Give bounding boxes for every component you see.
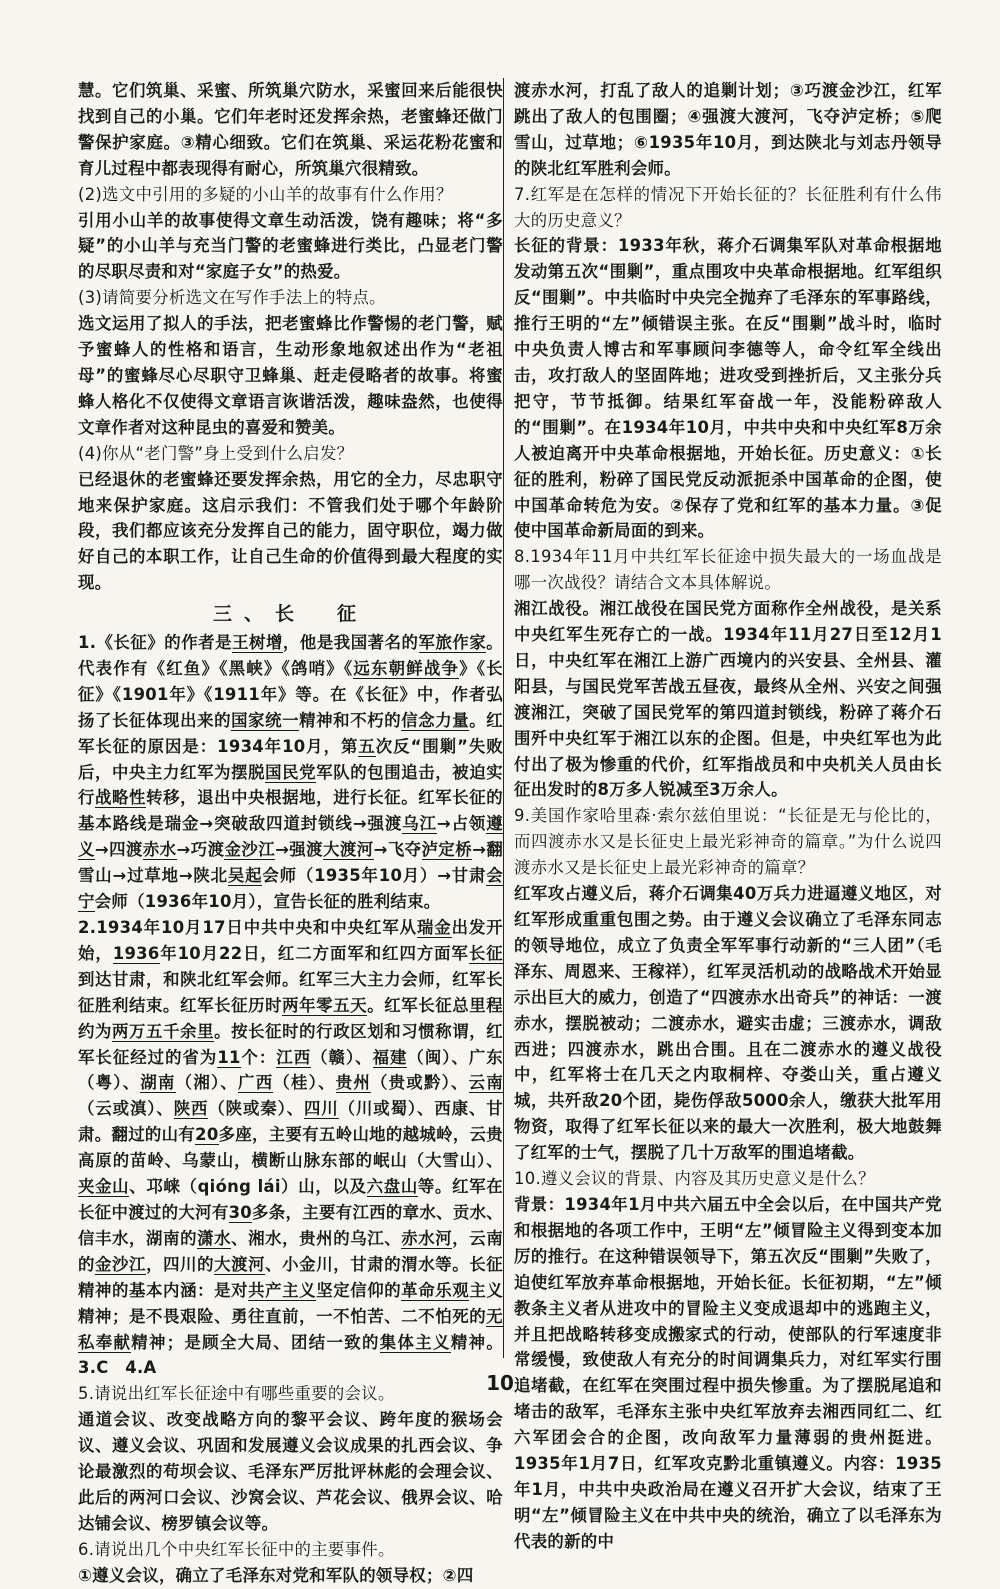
answer-9: 红军攻占遵义后，蒋介石调集40万兵力进逼遵义地区，对红军形成重重包围之势。由于遵义会议确立了毛泽东同志的领导地位，成立了负责全军军事行动新的“三人团”（毛泽东、周恩来、王稼祥），红军灵活机动的战略战术开始显示出巨大的威力，创造了“四渡赤水出奇兵”的神话：一渡赤水，摆脱被动；二渡赤水，避实击虚；三渡赤水，调敌西进；四渡赤水，跳出合围。且在二渡赤水的遵义战役中，红军将士在几天之内取桐梓、夺娄山关，重占遵义城，共歼敌20个团，毙伤俘敌5000余人，缴获大批军用物资，取得了红军长征以来的最大一次胜利，极大地鼓舞了红军的士气，摆脱了几十万敌军的围追堵截。	[514, 884, 942, 1163]
question-5: 5.请说出红军长征途中有哪些重要的会议。	[78, 1384, 395, 1404]
question-6: 6.请说出几个中央红军长征中的主要事件。	[78, 1539, 395, 1559]
question-8: 8.1934年11月中共红军长征途中损失最大的一场血战是哪一次战役？请结合文本具体解说。	[514, 547, 942, 593]
answer-6-continued: 渡赤水河，打乱了敌人的追剿计划；③巧渡金沙江，红军跳出了敌人的包围圈；④强渡大渡河，飞夺泸定桥；⑤爬雪山，过草地；⑥1935年10月，到达陕北与刘志丹领导的陕北红军胜利会师。	[514, 81, 942, 178]
answer-4: 已经退休的老蜜蜂还要发挥余热，用它的全力，尽忠职守地来保护家庭。这启示我们：不管我们处于哪个年龄阶段，我们都应该充分发挥自己的能力，固守职位，竭力做好自己的本职工作，让自己生命的价值得到最大程度的实现。	[78, 469, 503, 593]
answer-8: 湘江战役。湘江战役在国民党方面称作全州战役，是关系中央红军生死存亡的一战。1934年11月27日至12月1日，中央红军在湘江上游广西境内的兴安县、全州县、灌阳县，与国民党军苦战五昼夜，最终从全州、兴安之间强渡湘江，突破了国民党军的第四道封锁线，粉碎了蒋介石围歼中央红军于湘江以东的企图。但是，中央红军也为此付出了极为惨重的代价，红军指战员和中央机关人员由长征出发时的8万多人锐减至3万余人。	[514, 599, 942, 800]
question-7: 7.红军是在怎样的情况下开始长征的？长征胜利有什么伟大的历史意义？	[514, 184, 942, 230]
answer-5: 通道会议、改变战略方向的黎平会议、跨年度的猴场会议、遵义会议、巩固和发展遵义会议成果的扎西会议、争论最激烈的苟坝会议、毛泽东严厉批评林彪的会理会议、此后的两河口会议、沙窝会议、芦花会议、俄界会议、哈达铺会议、榜罗镇会议等。	[78, 1410, 503, 1533]
question-10: 10.遵义会议的背景、内容及其历史意义是什么？	[514, 1169, 875, 1189]
answer-10: 背景：1934年1月中共六届五中全会以后，在中国共产党和根据地的各项工作中，王明“左”倾冒险主义得到变本加厉的推行。在这种错误领导下，第五次反“围剿”失败了，迫使红军放弃革命根据地，开始长征。长征初期，“左”倾教条主义者从进攻中的冒险主义变成退却中的逃跑主义，并且把战略转移变成搬家式的行动，使部队的行军速度非常缓慢，致使敌人有充分的时间调集兵力，对红军实行围追堵截，在红军在突围过程中损失惨重。为了摆脱尾追和堵击的敌军，毛泽东主张中央红军放弃去湘西同红二、红六军团会合的企图，改向敌军力量薄弱的贵州挺进。1935年1月7日，红军攻克黔北重镇遵义。内容：1935年1月，中共中央政治局在遵义召开扩大会议，结束了王明“左”倾冒险主义在中共中央的统治，确立了以毛泽东为代表的新的中	[514, 1194, 942, 1551]
long-march-item-2: 2.1934年10月17日中共中央和中央红军从瑞金出发开始，1936年10月22日，红二方面军和红四方面军长征到达甘肃，和陕北红军会师。红军三大主力会师，红军长征胜利结束。红军长征历时两年零五天。红军长征总里程约为两万五千余里。按长征时的行政区划和习惯称谓，红军长征经过的省为11个：江西（赣）、福建（闽）、广东（粤）、湖南（湘）、广西（桂）、贵州（贵或黔）、云南（云或滇）、陕西（陕或秦）、四川（川或蜀）、西康、甘肃。翻过的山有20多座，主要有五岭山地的越城岭，云贵高原的苗岭、乌蒙山，横断山脉东部的岷山（大雪山）、夹金山、邛崃（qióng lái）山，以及六盘山等。红军在长征中渡过的大河有30多条，主要有江西的章水、贡水、信丰水，湖南的潇水、湘水，贵州的乌江、赤水河，云南的金沙江，四川的大渡河、小金川，甘肃的渭水等。长征精神的基本内涵：是对共产主义坚定信仰的革命乐观主义精神；是不畏艰险、勇往直前，一不怕苦、二不怕死的无私奉献精神；是顾全大局、团结一致的集体主义精神。3.C 4.A	[78, 918, 504, 1378]
right-column	[514, 78, 942, 1555]
question-9: 9.美国作家哈里森·索尔兹伯里说：“长征是无与伦比的，而四渡赤水又是长征史上最光彩神奇的篇章。”为什么说四渡赤水又是长征史上最光彩神奇的篇章？	[514, 806, 942, 878]
question-2: (2)选文中引用的多疑的小山羊的故事有什么作用？	[78, 184, 453, 204]
answer-2: 引用小山羊的故事使得文章生动活泼，饶有趣味；将“多疑”的小山羊与充当门警的老蜜蜂进行类比，凸显老门警的尽职尽责和对“家庭子女”的热爱。	[78, 210, 503, 282]
answer-7: 长征的背景：1933年秋，蒋介石调集军队对革命根据地发动第五次“围剿”，重点围攻中央革命根据地。红军组织反“围剿”。中共临时中央完全抛弃了毛泽东的军事路线，推行王明的“左”倾错误主张。在反“围剿”战斗时，临时中央负责人博古和军事顾问李德等人，命令红军全线出击，攻打敌人的坚固阵地；进攻受到挫折后，又主张分兵把守，节节抵御。结果红军奋战一年，没能粉碎敌人的“围剿”。在1934年10月，中共中央和中央红军8万余人被迫离开中央革命根据地，开始长征。历史意义：①长征的胜利，粉碎了国民党反动派扼杀中国革命的企图，使中国革命转危为安。②保存了党和红军的基本力量。③促使中国革命新局面的到来。	[514, 236, 942, 541]
question-4: (4)你从“老门警”身上受到什么启发？	[78, 443, 354, 463]
page-number: 10	[486, 1371, 514, 1395]
answer-3: 选文运用了拟人的手法，把老蜜蜂比作警惕的老门警，赋予蜜蜂人的性格和语言，生动形象地叙述出作为“老祖母”的蜜蜂尽心尽职守卫蜂巢、赶走侵略者的故事。将蜜蜂人格化不仅使得文章语言诙谐活泼，趣味盎然，也使得文章作者对这种昆虫的喜爱和赞美。	[78, 314, 503, 437]
left-column	[78, 78, 503, 1589]
column-divider	[503, 78, 504, 1358]
section-heading: 三、长 征	[212, 603, 368, 626]
long-march-item-1: 1.《长征》的作者是王树增，他是我国著名的军旅作家。代表作有《红鱼》《黑峡》《鸽哨》《远东朝鲜战争》《长征》《1901年》《1911年》等。在《长征》中，作者弘扬了长征体现出来的国家统一精神和不朽的信念力量。红军长征的原因是：1934年10月，第五次反“围剿”失败后，中央主力红军为摆脱国民党军队的包围追击，被迫实行战略性转移，退出中央根据地，进行长征。红军长征的基本路线是瑞金→突破敌四道封锁线→强渡乌江→占领遵义→四渡赤水→巧渡金沙江→强渡大渡河→飞夺泸定桥→翻雪山→过草地→陕北吴起会师（1935年10月）→甘肃会宁会师（1936年10月），宣告长征的胜利结束。	[78, 633, 504, 912]
answer-1-continued: 慧。它们筑巢、采蜜、所筑巢穴防水，采蜜回来后能很快找到自己的小巢。它们年老时还发挥余热，老蜜蜂还做门警保护家庭。③精心细致。它们在筑巢、采运花粉花蜜和育儿过程中都表现得有耐心，所筑巢穴很精致。	[78, 81, 503, 178]
answer-6: ①遵义会议，确立了毛泽东对党和军队的领导权；②四	[78, 1565, 474, 1585]
question-3: (3)请简要分析选文在写作手法上的特点。	[78, 288, 386, 308]
